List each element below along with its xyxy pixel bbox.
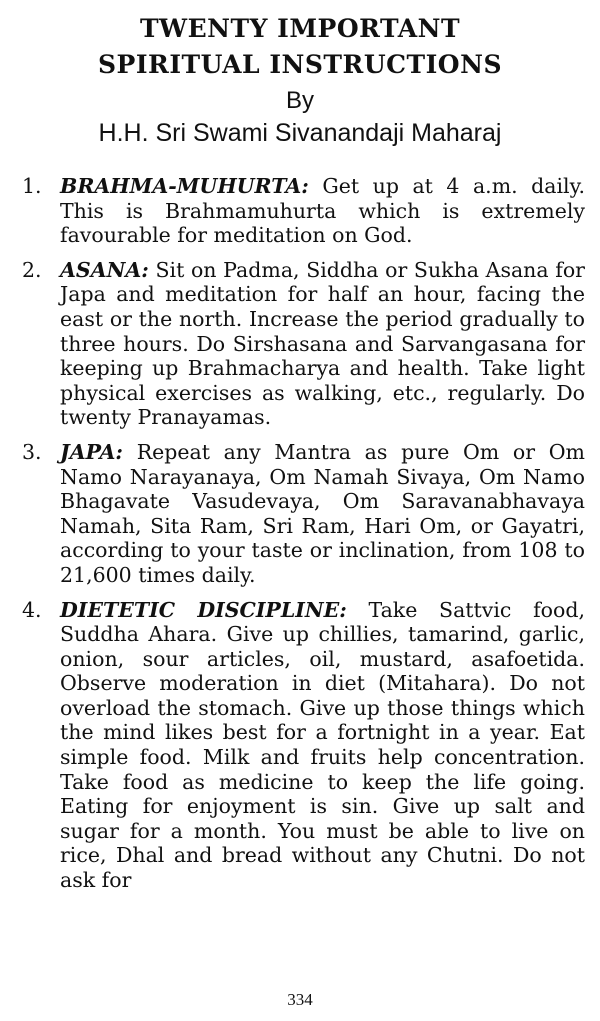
item-number: 3. xyxy=(22,439,42,464)
author-name: H.H. Sri Swami Sivanandaji Maharaj xyxy=(98,119,502,147)
item-number: 2. xyxy=(22,257,42,282)
item-heading: DIETETIC DISCIPLINE: xyxy=(60,597,347,622)
item-text: Sit on Padma, Siddha or Sukha Asana for Japa and meditation for half an hour, facing the east or the north. Increase the period gradually to three hours. Do Sirshasana and Sarvangasana for keeping up Brahmacharya and health. Take light physical exercises as walking, etc., regularly. Do twenty Pranayamas. xyxy=(60,257,585,430)
item-body xyxy=(60,440,585,588)
item-number: 1. xyxy=(22,174,42,198)
byline: By xyxy=(285,87,314,114)
title-line-2: SPIRITUAL INSTRUCTIONS xyxy=(98,50,502,79)
item-heading: ASANA: xyxy=(60,257,149,282)
item-body xyxy=(60,598,585,893)
page-number: 334 xyxy=(287,990,313,1009)
item-text: Get up at 4 a.m. daily. This is Brahmamuhurta which is extremely favourable for meditation on God. xyxy=(60,174,585,248)
instruction-item-2 xyxy=(0,258,600,430)
item-heading: JAPA: xyxy=(60,439,124,464)
instruction-item-1 xyxy=(0,174,600,248)
item-body xyxy=(60,174,585,248)
instruction-list xyxy=(0,174,600,903)
item-text: Take Sattvic food, Suddha Ahara. Give up chillies, tamarind, garlic, onion, sour articles, oil, mustard, asafoetida. Observe moderation in diet (Mitahara). Do not overload the stomach. Give up those things which the mind likes best for a fortnight in a year. Eat simple food. Milk and fruits help concentration. Take food as medicine to keep the life going. Eating for enjoyment is sin. Give up salt and sugar for a month. You must be able to live on rice, Dhal and bread without any Chutni. Do not ask for xyxy=(60,597,585,893)
item-number: 4. xyxy=(22,597,42,622)
title-line-1: TWENTY IMPORTANT xyxy=(139,14,461,43)
instruction-item-3 xyxy=(0,440,600,588)
item-text: Repeat any Mantra as pure Om or Om Namo Narayanaya, Om Namah Sivaya, Om Namo Bhagavate Vasudevaya, Om Saravanabhavaya Namah, Sita Ram, Sri Ram, Hari Om, or Gayatri, according to your taste or inclination, from 108 to 21,600 times daily. xyxy=(60,439,585,587)
instruction-item-4 xyxy=(0,598,600,893)
item-body xyxy=(60,258,585,430)
item-heading: BRAHMA-MUHURTA: xyxy=(60,174,309,198)
